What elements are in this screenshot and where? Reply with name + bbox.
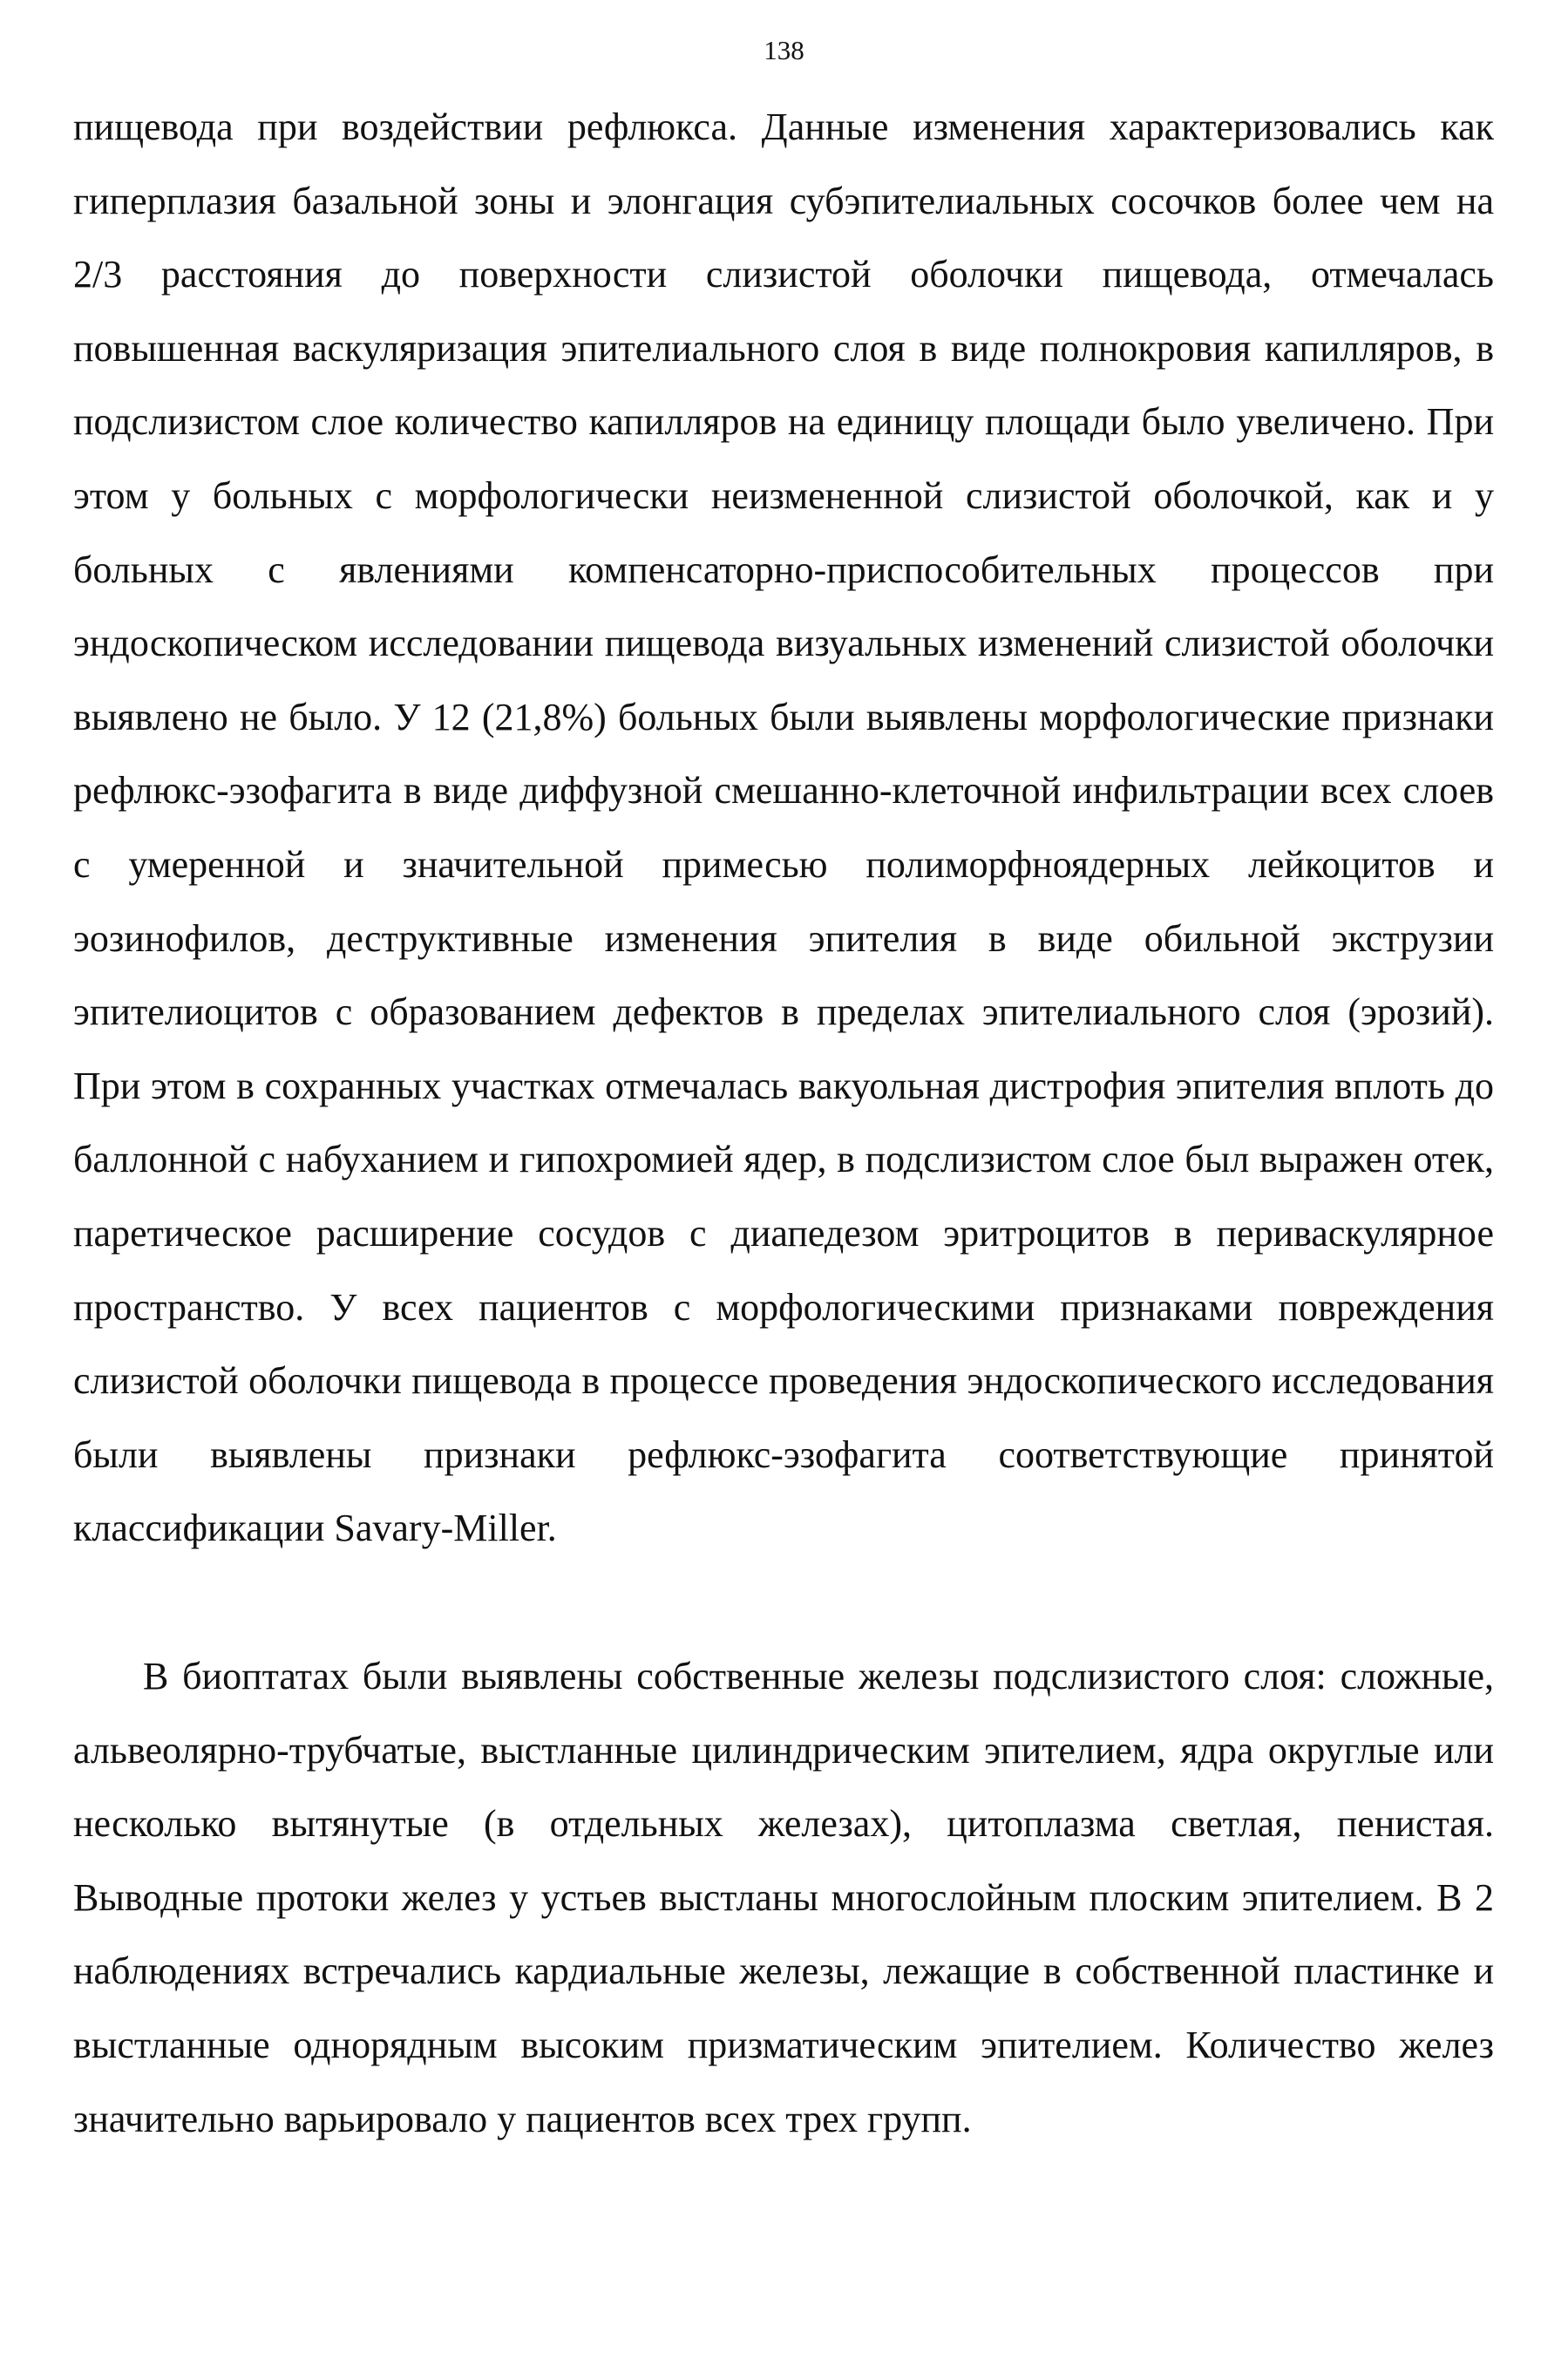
paragraph-1: пищевода при воздействии рефлюкса. Данные изменения характеризовались как гиперплазия базальной зоны и элонгация субэпителиальных сосочков более чем на 2/3 расстояния до поверхности слизистой оболочки пищевода, отмечалась повышенная васкуляризация эпителиального слоя в виде полнокровия капилляров, в подслизистом слое количество капилляров на единицу площади было увеличено. При этом у больных с морфологически неизмененной слизистой оболочкой, как и у больных с явлениями компенсаторно-приспособительных процессов при эндоскопическом исследовании пищевода визуальных изменений слизистой оболочки выявлено не было. У 12 (21,8%) больных были выявлены морфологические признаки рефлюкс-эзофагита в виде диффузной смешанно-клеточной инфильтрации всех слоев с умеренной и значительной примесью полиморфноядерных лейкоцитов и эозинофилов, деструктивные изменения эпителия в виде обильной экструзии эпителиоцитов с образованием дефектов в пределах эпителиального слоя (эрозий). При этом в сохранных участках отмечалась вакуольная дистрофия эпителия вплоть до баллонной с набуханием и гипохромией ядер, в подслизистом слое был выражен отек, паретическое расширение сосудов с диапедезом эритроцитов в периваскулярное пространство. У всех пациентов с морфологическими признаками повреждения слизистой оболочки пищевода в процессе проведения эндоскопического исследования были выявлены признаки рефлюкс-эзофагита соответствующие принятой классификации Savary-Miller.: [73, 105, 1494, 1550]
page-number: 138: [764, 35, 804, 65]
paragraph-2: В биоптатах были выявлены собственные железы подслизистого слоя: сложные, альвеолярно-трубчатые, выстланные цилиндрическим эпителием, ядра округлые или несколько вытянутые (в отдельных железах), цитоплазма светлая, пенистая. Выводные протоки желез у устьев выстланы многослойным плоским эпителием. В 2 наблюдениях встречались кардиальные железы, лежащие в собственной пластинке и выстланные однорядным высоким призматическим эпителием. Количество желез значительно варьировало у пациентов всех трех групп.: [73, 1655, 1494, 2140]
